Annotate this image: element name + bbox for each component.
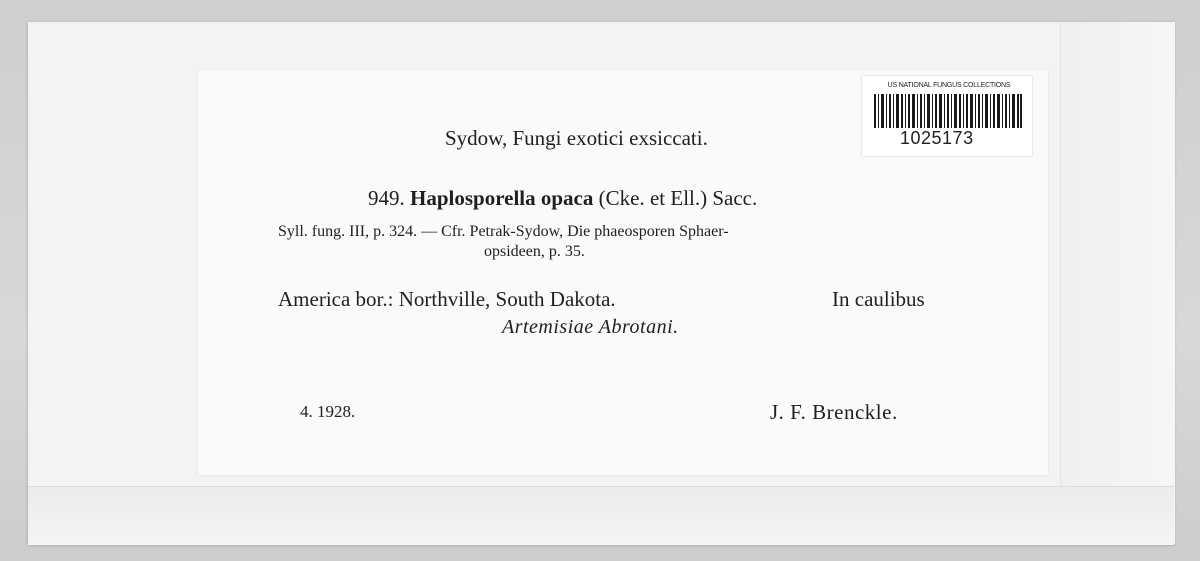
envelope-bottom-fold — [28, 486, 1174, 545]
species-line — [368, 186, 757, 211]
reference-line-1: Syll. fung. III, p. 324. — Cfr. Petrak-Sydow, Die phaeosporen Sphaer- — [278, 223, 729, 240]
collection-date: 4. 1928. — [300, 402, 356, 421]
series-title: Sydow, Fungi exotici exsiccati. — [445, 126, 708, 150]
barcode-icon — [874, 94, 1022, 128]
barcode-number: 1025173 — [900, 128, 974, 148]
host-plant: Artemisiae Abrotani. — [502, 316, 679, 338]
reference-line-2: opsideen, p. 35. — [484, 243, 585, 260]
collection-name: US NATIONAL FUNGUS COLLECTIONS — [887, 82, 1011, 89]
species-authority: (Cke. et Ell.) Sacc. — [598, 186, 758, 210]
species-name: Haplosporella opaca — [410, 186, 594, 210]
exsiccata-number: 949. — [368, 186, 405, 210]
envelope-flap-edge — [1060, 22, 1175, 544]
locality: America bor.: Northville, South Dakota. — [278, 287, 616, 311]
collector-name: J. F. Brenckle. — [770, 400, 898, 424]
habitat: In caulibus — [832, 287, 925, 311]
